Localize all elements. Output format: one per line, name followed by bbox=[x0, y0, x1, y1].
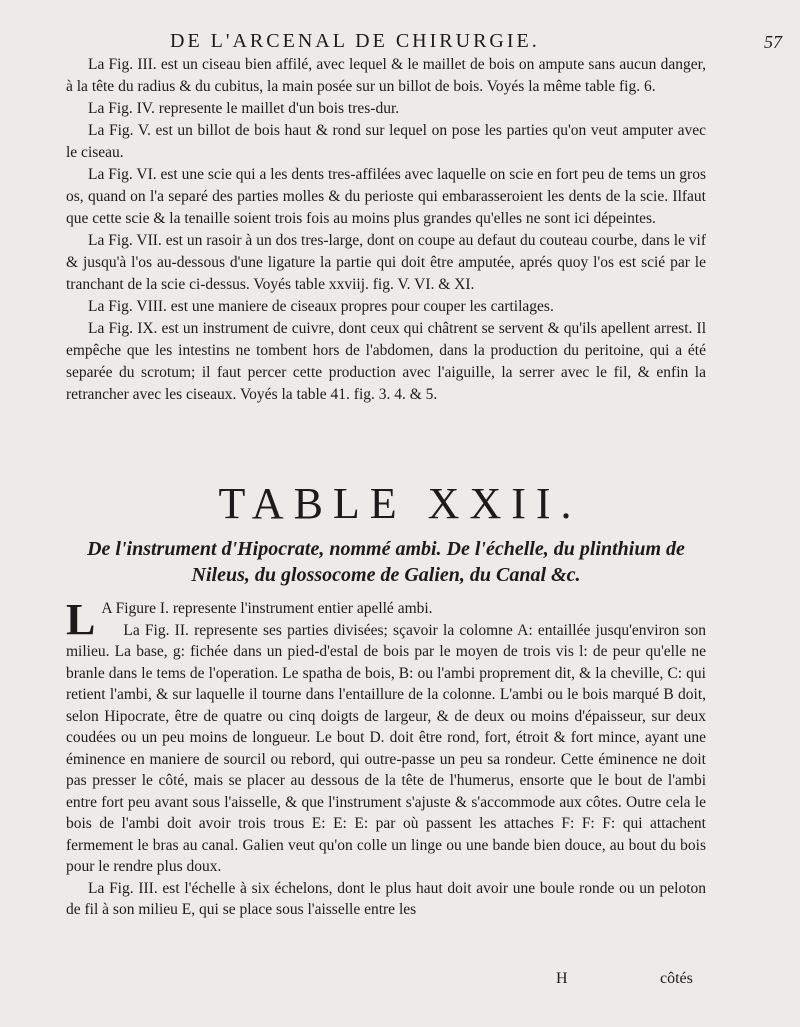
paragraph-fig-7: La Fig. VII. est un rasoir à un dos tres-large, dont on coupe au defaut du couteau courbe, dans le vif & jusqu'à l'os au-dessous d'une ligature la partie qui doit être amputée, aprés quoy l'os est scié par le tranchant de la scie ci-dessus. Voyés table xxviij. fig. V. VI. & XI. bbox=[66, 232, 706, 293]
paragraph-fig-6: La Fig. VI. est une scie qui a les dents tres-affilées avec laquelle on scie en fort peu de tems un gros os, quand on l'a separé des parties molles & du periostе qui embarasseroient les dents de la scie. Ilfaut que cette scie & la tenaille soient trois fois au moins plus grandes qu'elles ne sont ici dépeintes. bbox=[66, 166, 706, 227]
paragraph-fig-1-text: A Figure I. represente l'instrument entier apellé ambi. bbox=[101, 600, 433, 617]
table-subtitle: De l'instrument d'Hipocrate, nommé ambi. De l'échelle, du plinthium de Nileus, du glossocome de Galien, du Canal &c. bbox=[87, 538, 685, 586]
paragraph-fig-9: La Fig. IX. est un instrument de cuivre, dont ceux qui châtrent se servent & qu'ils apellent arrest. Il empêche que les intestins ne tombent hors de l'abdomen, dans la production du peritoine, qui a été separée du scrotum; il faut percer cette production avec l'aiguille, la serrer avec le fil, & enfin la retrancher avec les ciseaux. Voyés la table 41. fig. 3. 4. & 5. bbox=[66, 320, 706, 403]
paragraph-fig-2: La Fig. II. represente ses parties divisées; sçavoir la colomne A: entaillée jusqu'environ son milieu. La base, g: fichée dans un pied-d'estal de bois par le moyen de trois vis l: de peur qu'elle ne branle dans le tems de l'operation. Le spatha de bois, B: ou l'ambi proprement dit, & la cheville, C: qui retient l'ambi, & sur laquelle il tourne dans l'entaillure de la colonne. L'ambi ou le bois marqué B doit, selon Hipocrate, être de quatre ou cinq doigts de largeur, & de deux ou moins d'épaisseur, sur deux coudées ou un peu moins de longueur. Le bout D. doit être rond, fort, étroit & fort mince, ayant une éminence en maniere de sourcil ou rebord, qui outre-passe un peu sa rondeur. Cette éminence ne doit pas presser le côté, mais se placer au dessous de la tête de l'humerus, ensorte que le bout de l'ambi entre fort peu avant sous l'aisselle, & que l'instrument s'ajuste & s'accommode aux côtes. Outre cela le bois de l'ambi doit avoir trois trous E: E: E: par où passent les attaches F: F: F: qui attachent fermement le bras au canal. Galien veut qu'on colle un linge ou une bande bien douce, au bout du bois pour le rendre plus doux. bbox=[66, 621, 706, 875]
running-head bbox=[0, 30, 800, 56]
drop-cap: L bbox=[66, 595, 96, 644]
top-body-text bbox=[66, 54, 706, 406]
paragraph-fig-8: La Fig. VIII. est une maniere de ciseaux propres pour couper les cartilages. bbox=[88, 298, 554, 315]
paragraph-fig-1 bbox=[66, 595, 706, 644]
paragraph-fig-4: La Fig. IV. represente le maillet d'un bois tres-dur. bbox=[88, 100, 400, 117]
paragraph-fig-3: La Fig. III. est un ciseau bien affilé, avec lequel & le maillet de bois on ampute sans aucun danger, à la tête du radius & du cubitus, la main posée sur un billot de bois. Voyés la même table fig. 6. bbox=[66, 56, 706, 95]
page-number: 57 bbox=[764, 32, 782, 52]
running-title: DE L'ARCENAL DE CHIRURGIE. bbox=[170, 30, 540, 52]
page-footer bbox=[0, 970, 800, 994]
paragraph-fig-5: La Fig. V. est un billot de bois haut & rond sur lequel on pose les parties qu'on veut amputer avec le ciseau. bbox=[66, 122, 706, 161]
catchword: côtés bbox=[660, 970, 693, 987]
signature-mark: H bbox=[556, 970, 568, 987]
bottom-body-text bbox=[66, 595, 706, 921]
table-heading: TABLE XXII. bbox=[218, 479, 582, 528]
paragraph-fig-3-ladder: La Fig. III. est l'échelle à six échelons, dont le plus haut doit avoir une boule ronde ou un peloton de fil à son milieu E, qui se place sous l'aisselle entre les bbox=[66, 879, 706, 918]
